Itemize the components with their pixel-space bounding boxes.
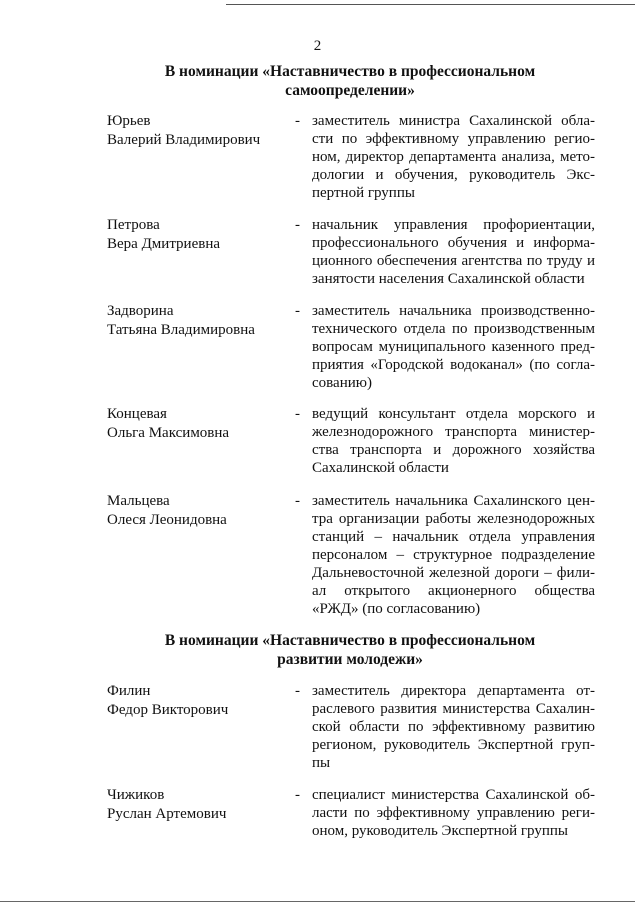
role-line: профессионального обучения и информа- [312,235,595,251]
member-given-name: Вера Дмитриевна [107,236,221,252]
member-name [107,492,297,530]
member-name [107,405,297,443]
member-name [107,786,297,824]
member-given-name: Татьяна Владимировна [107,322,255,338]
member-role [312,786,595,840]
member-role [312,216,595,288]
role-line: заместитель министра Сахалинской обла- [312,113,595,129]
member-entry-yuryev [107,112,597,232]
dash-separator: - [295,217,300,233]
role-line: заместитель начальника Сахалинского цен- [312,493,595,509]
role-line: заместитель начальника производственно- [312,303,595,319]
dash-separator: - [295,303,300,319]
member-surname: Концевая [107,406,167,422]
role-line: ской области по эффективному развитию [312,719,595,735]
heading-line: развитии молодежи» [277,651,423,668]
member-surname: Чижиков [107,787,165,803]
member-surname: Филин [107,683,151,699]
section-heading-youth-development [150,631,550,669]
role-line: «РЖД» (по согласованию) [312,601,481,617]
member-given-name: Ольга Максимовна [107,425,230,441]
member-role [312,302,595,392]
member-surname: Задворина [107,303,174,319]
member-role [312,682,595,772]
heading-line: В номинации «Наставничество в профессиональном [164,632,536,649]
role-line: технического отдела по производственным [312,321,595,337]
role-line: раслевого развития министерства Сахалин- [312,701,595,717]
role-line: персоналом – структурное подразделение [312,547,595,563]
dash-separator: - [295,493,300,509]
role-line: железнодорожного транспорта министер- [312,424,595,440]
role-line: дологии и обучения, руководитель Экс- [312,167,595,183]
role-line: ал открытого акционерного общества [312,583,595,599]
role-line: Дальневосточной железной дороги – фили- [312,565,595,581]
dash-separator: - [295,113,300,129]
role-line: регионом, руководитель Экспертной груп- [312,737,595,753]
member-role [312,405,595,477]
dash-separator: - [295,787,300,803]
role-line: тра организации работы железнодорожных [312,511,595,527]
member-name [107,216,297,254]
member-name [107,682,297,720]
dash-separator: - [295,406,300,422]
member-given-name: Руслан Артемович [107,806,227,822]
role-line: ционного обеспечения агентства по труду и [312,253,595,269]
heading-line: В номинации «Наставничество в профессиональном [164,63,536,80]
role-line: пы [312,755,331,771]
member-entry-filin [107,682,597,802]
member-given-name: Федор Викторович [107,702,229,718]
role-line: оном, руководитель Экспертной группы [312,823,568,839]
role-line: сти по эффективному управлению регио- [312,131,595,147]
member-given-name: Валерий Владимирович [107,132,261,148]
role-line: сованию) [312,375,372,391]
member-name [107,302,297,340]
role-line: специалист министерства Сахалинской об- [312,787,595,803]
role-line: вопросам муниципального казенного пред- [312,339,595,355]
role-line: приятия «Городской водоканал» (по согла- [312,357,595,373]
member-surname: Мальцева [107,493,170,509]
bottom-scan-line [0,901,635,902]
member-entry-chizhikov [107,786,597,906]
role-line: занятости населения Сахалинской области [312,271,585,287]
member-entry-maltseva [107,492,597,622]
dash-separator: - [295,683,300,699]
role-line: пертной группы [312,185,415,201]
member-entry-zadvorina [107,302,597,422]
role-line: станций – начальник отдела управления [312,529,595,545]
member-given-name: Олеся Леонидовна [107,512,227,528]
section-heading-self-determination [150,62,550,100]
role-line: ведущий консультант отдела морского и [312,406,595,422]
top-scan-line [226,4,635,5]
member-surname: Петрова [107,217,160,233]
member-surname: Юрьев [107,113,151,129]
role-line: заместитель директора департамента от- [312,683,595,699]
member-name [107,112,297,150]
role-line: начальник управления профориентации, [312,217,595,233]
member-role [312,112,595,202]
role-line: ства транспорта и дорожного хозяйства [312,442,595,458]
member-role [312,492,595,618]
page-number: 2 [313,38,322,54]
role-line: ном, директор департамента анализа, мето- [312,149,595,165]
heading-line: самоопределении» [285,82,415,99]
role-line: Сахалинской области [312,460,449,476]
role-line: ласти по эффективному управлению реги- [312,805,595,821]
